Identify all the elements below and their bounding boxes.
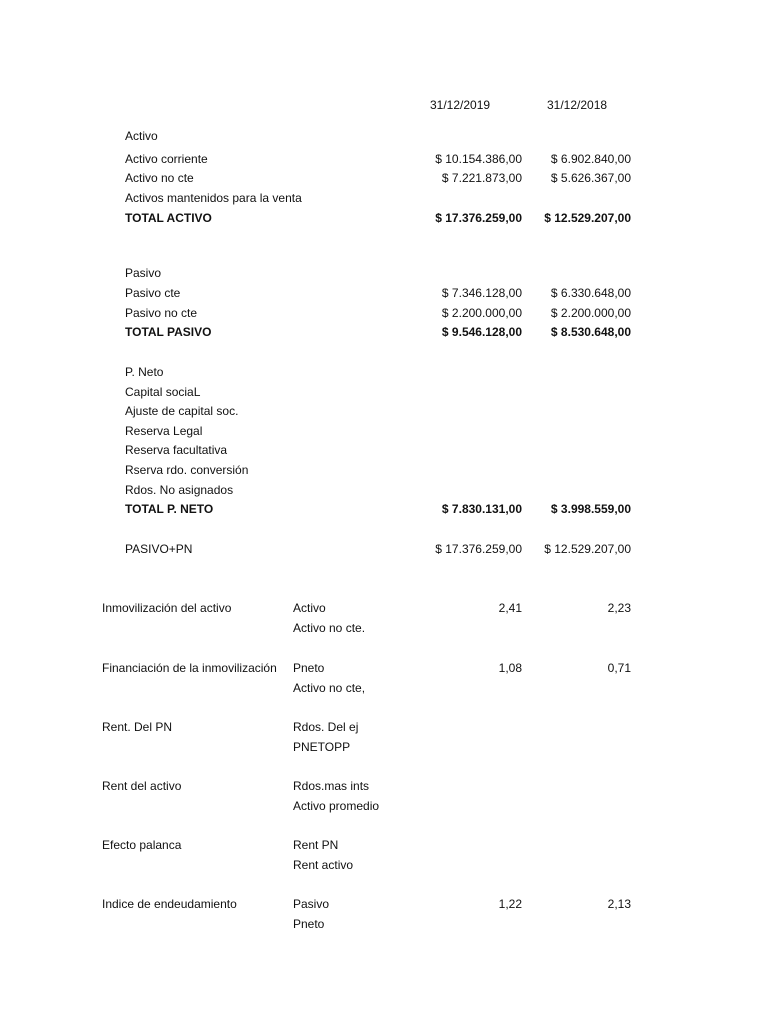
ajuste-capital-label: Ajuste de capital soc. bbox=[125, 404, 239, 418]
total-pasivo-2018: $ 8.530.648,00 bbox=[550, 325, 631, 339]
ratio-numerator: Pasivo bbox=[293, 897, 330, 911]
ratio-value-2019: 1,08 bbox=[498, 661, 522, 675]
activo-no-cte-label: Activo no cte bbox=[125, 171, 194, 185]
rdos-no-asignados-label: Rdos. No asignados bbox=[125, 483, 234, 497]
activos-mantenidos-label: Activos mantenidos para la venta bbox=[125, 191, 302, 205]
activo-corriente-2019: $ 10.154.386,00 bbox=[435, 152, 522, 166]
pasivo-no-cte-2019: $ 2.200.000,00 bbox=[441, 306, 522, 320]
ratio-name: Financiación de la inmovilización bbox=[102, 661, 277, 675]
total-pneto-label: TOTAL P. NETO bbox=[125, 502, 214, 516]
activo-heading: Activo bbox=[125, 129, 158, 143]
ratio-name: Efecto palanca bbox=[102, 838, 182, 852]
ratio-numerator: Activo bbox=[293, 601, 326, 615]
pasivo-cte-2018: $ 6.330.648,00 bbox=[550, 286, 631, 300]
pasivo-no-cte-label: Pasivo no cte bbox=[125, 306, 198, 320]
column-header-2019: 31/12/2019 bbox=[430, 98, 491, 112]
total-pneto-2019: $ 7.830.131,00 bbox=[441, 502, 522, 516]
ratio-numerator: Rent PN bbox=[293, 838, 339, 852]
ratio-numerator: Rdos. Del ej bbox=[293, 720, 359, 734]
total-activo-label: TOTAL ACTIVO bbox=[125, 211, 212, 225]
activo-corriente-label: Activo corriente bbox=[125, 152, 208, 166]
ratio-value-2018: 2,23 bbox=[607, 601, 631, 615]
ratio-denominator: Rent activo bbox=[293, 858, 354, 872]
total-activo-2019: $ 17.376.259,00 bbox=[435, 211, 522, 225]
ratio-value-2019: 2,41 bbox=[498, 601, 522, 615]
activo-corriente-2018: $ 6.902.840,00 bbox=[550, 152, 631, 166]
ratio-name: Indice de endeudamiento bbox=[102, 897, 237, 911]
ratio-denominator: Pneto bbox=[293, 917, 325, 931]
ratio-denominator: Activo no cte, bbox=[293, 681, 366, 695]
pasivo-no-cte-2018: $ 2.200.000,00 bbox=[550, 306, 631, 320]
total-pasivo-2019: $ 9.546.128,00 bbox=[441, 325, 522, 339]
ratio-value-2018: 2,13 bbox=[607, 897, 631, 911]
ratio-name: Rent. Del PN bbox=[102, 720, 173, 734]
ratio-denominator: Activo promedio bbox=[293, 799, 380, 813]
pasivo-cte-2019: $ 7.346.128,00 bbox=[441, 286, 522, 300]
pasivo-heading: Pasivo bbox=[125, 266, 162, 280]
activo-no-cte-2018: $ 5.626.367,00 bbox=[550, 171, 631, 185]
pasivo-pn-2019: $ 17.376.259,00 bbox=[435, 542, 522, 556]
activo-no-cte-2019: $ 7.221.873,00 bbox=[441, 171, 522, 185]
pasivo-cte-label: Pasivo cte bbox=[125, 286, 181, 300]
reserva-conversion-label: Rserva rdo. conversión bbox=[125, 463, 249, 477]
column-header-2018: 31/12/2018 bbox=[547, 98, 608, 112]
pneto-heading: P. Neto bbox=[125, 365, 164, 379]
capital-social-label: Capital sociaL bbox=[125, 385, 201, 399]
ratio-value-2018: 0,71 bbox=[607, 661, 631, 675]
total-pasivo-label: TOTAL PASIVO bbox=[125, 325, 212, 339]
ratio-denominator: Activo no cte. bbox=[293, 621, 366, 635]
pasivo-pn-label: PASIVO+PN bbox=[125, 542, 193, 556]
total-activo-2018: $ 12.529.207,00 bbox=[544, 211, 631, 225]
total-pneto-2018: $ 3.998.559,00 bbox=[550, 502, 631, 516]
ratio-numerator: Rdos.mas ints bbox=[293, 779, 370, 793]
ratio-numerator: Pneto bbox=[293, 661, 325, 675]
reserva-facultativa-label: Reserva facultativa bbox=[125, 443, 228, 457]
reserva-legal-label: Reserva Legal bbox=[125, 424, 203, 438]
ratio-value-2019: 1,22 bbox=[498, 897, 522, 911]
ratio-name: Rent del activo bbox=[102, 779, 182, 793]
ratio-name: Inmovilización del activo bbox=[102, 601, 232, 615]
pasivo-pn-2018: $ 12.529.207,00 bbox=[544, 542, 631, 556]
ratio-denominator: PNETOPP bbox=[293, 740, 351, 754]
